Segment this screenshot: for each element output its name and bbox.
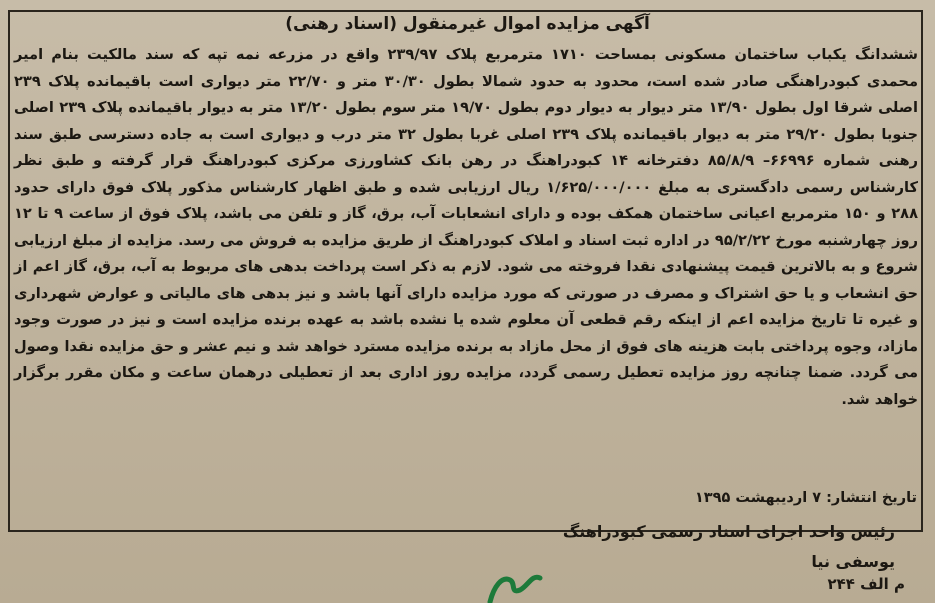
reference-number: م الف ۲۴۴ (827, 575, 905, 593)
notice-title: آگهی مزایده اموال غیرمنقول (اسناد رهنی) (285, 14, 650, 34)
signature-title: رئیس واحد اجرای اسناد رسمی کبودراهنگ (562, 522, 895, 541)
notice-body (14, 42, 918, 413)
publish-date: تاریخ انتشار: ۷ اردیبهشت ۱۳۹۵ (694, 490, 917, 506)
signature-name: یوسفی نیا (811, 552, 895, 571)
notice-paragraph: ششدانگ یکباب ساختمان مسکونی بمساحت ۱۷۱۰ مترمربع پلاک ۲۳۹/۹۷ واقع در مزرعه نمه تپه که سند مالکیت بنام امیر محمدی کبودراهنگی صادر شده است، محدود به حدود شمالا بطول ۳۰/۳۰ متر و ۲۲/۷۰ متر دیواری است باقیمانده پلاک ۲۳۹ اصلی شرقا اول بطول ۱۳/۹۰ متر دیوار به دیوار دوم بطول ۱۹/۷۰ متر سوم بطول ۱۳/۲۰ متر به دیوار باقیمانده پلاک ۲۳۹ اصلی جنوبا بطول ۲۹/۲۰ متر به دیوار باقیمانده پلاک ۲۳۹ اصلی غربا بطول ۳۲ متر درب و دیواری است به جاده دسترسی طبق سند رهنی شماره ۶۶۹۹۶– ۸۵/۸/۹ دفترخانه ۱۴ کبودراهنگ در رهن بانک کشاورزی مرکزی کبودراهنگ قرار گرفته و طبق نظر کارشناس رسمی دادگستری به مبلغ ۱/۶۲۵/۰۰۰/۰۰۰ ریال ارزیابی شده و طبق اظهار کارشناس مذکور پلاک فوق دارای حدود ۲۸۸ و ۱۵۰ مترمربع اعیانی ساختمان همکف بوده و دارای انشعابات آب، برق، گاز و تلفن می باشد، پلاک فوق از ساعت ۹ تا ۱۲ روز چهارشنبه مورخ ۹۵/۲/۲۲ در اداره ثبت اسناد و املاک کبودراهنگ از طریق مزایده به فروش می رسد. مزایده از مبلغ ارزیابی شروع و به بالاترین قیمت پیشنهادی نقدا فروخته می شود. لازم به ذکر است پرداخت بدهی های مربوط به آب، برق، گاز اعم از حق انشعاب و یا حق اشتراک و مصرف در صورتی که مورد مزایده دارای آنها باشد و نیز بدهی های مالیاتی و عوارض شهرداری و غیره تا تاریخ مزایده اعم از اینکه رقم قطعی آن معلوم شده یا نشده باشد به عهده برنده مزایده است و نیز در صورت وجود مازاد، وجوه پرداختی بابت هزینه های فوق از محل مازاد به برنده مزایده مسترد خواهد شد و نیم عشر و حق مزایده نقدا وصول می گردد. ضمنا چنانچه روز مزایده تعطیل رسمی گردد، مزایده روز اداری بعد از تعطیلی درهمان ساعت و مکان مقرر برگزار خواهد شد. (14, 46, 918, 408)
signature-scribble (480, 566, 550, 603)
